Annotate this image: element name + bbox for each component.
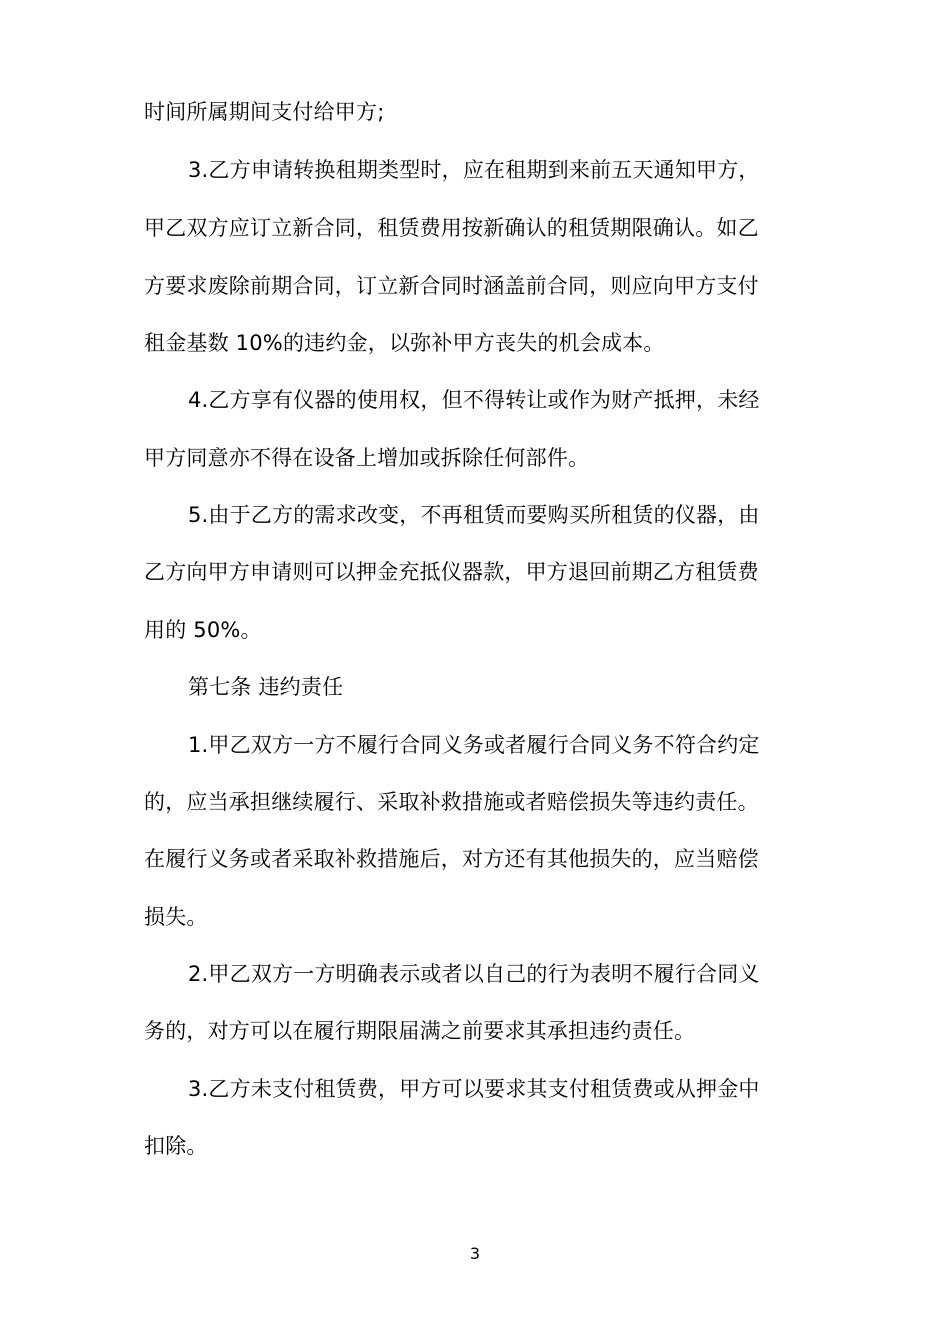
text-line: 甲方同意亦不得在设备上增加或拆除任何部件。 [144,446,590,470]
section-heading: 第七条 违约责任 [188,675,344,699]
text-line: 3.乙方未支付租赁费，甲方可以要求其支付租赁费或从押金中 [188,1077,760,1101]
text-line: 5.由于乙方的需求改变，不再租赁而要购买所租赁的仪器，由 [188,503,760,527]
text-line: 损失。 [144,905,208,929]
text-line: 甲乙双方应订立新合同，租赁费用按新确认的租赁期限确认。如乙 [144,216,759,240]
text-line: 用的 50%。 [144,618,262,642]
text-line: 的，应当承担继续履行、采取补救措施或者赔偿损失等违约责任。 [144,790,759,814]
text-line: 扣除。 [144,1134,208,1158]
text-line: 租金基数 10%的违约金，以弥补甲方丧失的机会成本。 [144,331,665,355]
text-line: 时间所属期间支付给甲方; [144,100,385,124]
text-line: 务的，对方可以在履行期限届满之前要求其承担违约责任。 [144,1019,696,1043]
text-line: 在履行义务或者采取补救措施后，对方还有其他损失的，应当赔偿 [144,847,759,871]
text-line: 方要求废除前期合同，订立新合同时涵盖前合同，则应向甲方支付 [144,274,759,298]
page-number: 3 [469,1244,481,1263]
text-line: 3.乙方申请转换租期类型时，应在租期到来前五天通知甲方， [188,158,760,182]
text-line: 2.甲乙双方一方明确表示或者以自己的行为表明不履行合同义 [188,962,760,986]
text-line: 乙方向甲方申请则可以押金充抵仪器款，甲方退回前期乙方租赁费 [144,560,759,584]
text-line: 1.甲乙双方一方不履行合同义务或者履行合同义务不符合约定 [188,733,760,757]
text-line: 4.乙方享有仪器的使用权，但不得转让或作为财产抵押，未经 [188,388,760,412]
